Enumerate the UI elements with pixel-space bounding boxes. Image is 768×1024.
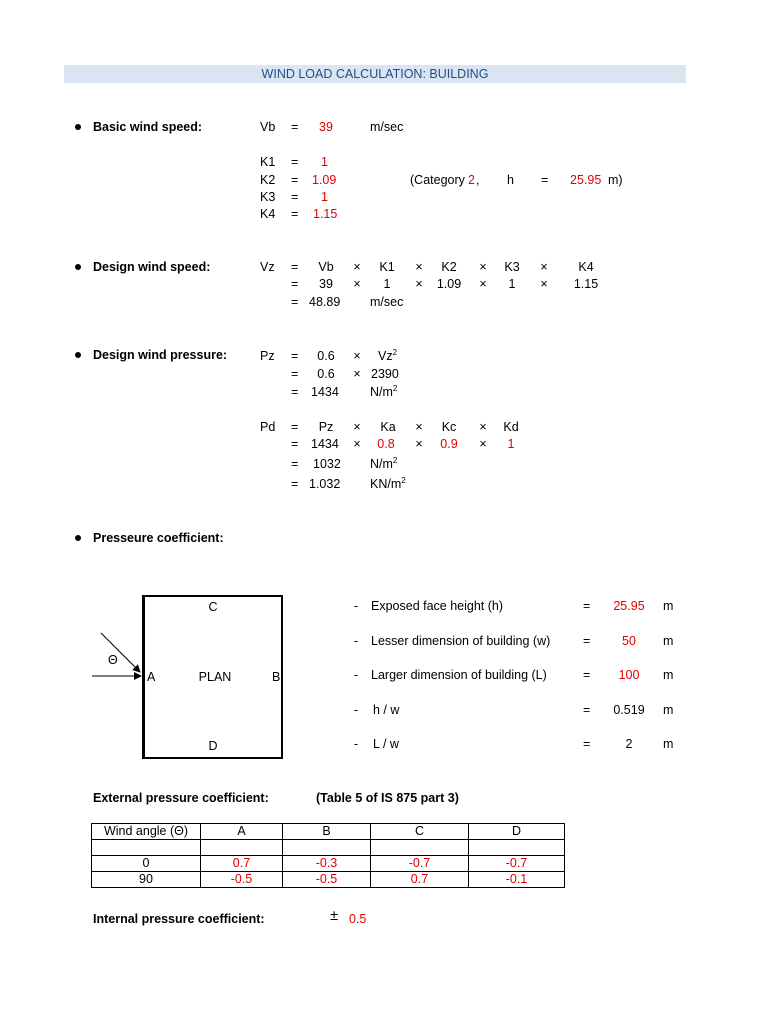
- dimension-label: Exposed face height (h): [371, 599, 504, 613]
- empty-cell: [469, 840, 565, 856]
- pressure-coefficient-label: Presseure coefficient:: [93, 531, 224, 545]
- dimension-unit: m: [663, 703, 674, 717]
- ka-value: 0.8: [377, 437, 395, 451]
- times-sign: ×: [415, 277, 423, 291]
- equals-sign: =: [291, 277, 299, 291]
- times-sign: ×: [540, 277, 548, 291]
- empty-cell: [92, 840, 201, 856]
- times-sign: ×: [353, 420, 361, 434]
- vz-unit: m/sec: [370, 295, 404, 309]
- dimension-label: L / w: [373, 737, 399, 751]
- coefficient-cell: -0.3: [283, 856, 371, 872]
- k2-symbol: K2: [260, 173, 276, 187]
- k4-value: 1.15: [313, 207, 338, 221]
- equals-sign: =: [291, 120, 299, 134]
- wind-angle-cell: 0: [92, 856, 201, 872]
- plan-label: PLAN: [198, 670, 232, 684]
- dimension-value: 50: [622, 634, 636, 648]
- coefficient-cell: -0.5: [283, 872, 371, 888]
- formula-term: K2: [441, 260, 457, 274]
- h-value: 25.95: [570, 173, 602, 187]
- pz-symbol: Pz: [260, 349, 275, 363]
- header-cell: Wind angle (Θ): [92, 824, 201, 840]
- vb-value: 39: [319, 120, 333, 134]
- category-prefix: (Category: [410, 173, 465, 187]
- coefficient-cell: -0.5: [201, 872, 283, 888]
- equals-sign: =: [291, 420, 299, 434]
- pd-symbol: Pd: [260, 420, 276, 434]
- table-header-row: [92, 824, 565, 840]
- equals-sign: =: [291, 295, 299, 309]
- dimension-value: 0.519: [613, 703, 645, 717]
- equals-sign: =: [583, 668, 591, 682]
- vz-squared-value: 2390: [371, 367, 399, 381]
- equals-sign: =: [583, 703, 591, 717]
- k4-symbol: K4: [260, 207, 276, 221]
- table-reference: (Table 5 of IS 875 part 3): [316, 791, 459, 805]
- formula-term: K3: [504, 260, 520, 274]
- face-c-label: C: [208, 600, 218, 614]
- equals-sign: =: [291, 477, 299, 491]
- wind-arrow-angled: [101, 633, 140, 672]
- formula-value: 39: [319, 277, 333, 291]
- design-wind-speed-label: Design wind speed:: [93, 260, 211, 274]
- formula-term: Kc: [441, 420, 457, 434]
- pd-kn-unit-base: KN/m: [370, 477, 402, 491]
- table-row: [92, 840, 565, 856]
- empty-cell: [283, 840, 371, 856]
- equals-sign: =: [291, 155, 299, 169]
- times-sign: ×: [415, 437, 423, 451]
- category-value: 2: [468, 173, 475, 187]
- pz-unit-exp: 2: [392, 384, 398, 393]
- formula-value: 1: [383, 277, 391, 291]
- pd-kn-unit-exp: 2: [401, 476, 406, 485]
- pd-unit-exp: 2: [392, 456, 398, 465]
- pd-kn-value: 1.032: [309, 477, 341, 491]
- table-row: [92, 856, 565, 872]
- dimension-dash: -: [354, 703, 359, 717]
- dimension-value: 25.95: [613, 599, 645, 613]
- pd-value: 1032: [313, 457, 341, 471]
- equals-sign: =: [291, 457, 299, 471]
- header-cell: A: [201, 824, 283, 840]
- coefficient-cell: -0.7: [371, 856, 469, 872]
- face-b-label: B: [272, 670, 281, 684]
- coefficient-cell: 0.7: [201, 856, 283, 872]
- dimension-unit: m: [663, 668, 674, 682]
- equals-sign: =: [291, 437, 299, 451]
- header-cell: C: [371, 824, 469, 840]
- dimension-label: h / w: [373, 703, 400, 717]
- header-cell: D: [469, 824, 565, 840]
- times-sign: ×: [353, 260, 361, 274]
- equals-sign: =: [583, 599, 591, 613]
- h-unit: m): [608, 173, 623, 187]
- equals-sign: =: [291, 385, 299, 399]
- k2-value: 1.09: [312, 173, 337, 187]
- vz-squared-base: Vz: [378, 349, 393, 363]
- face-a-label: A: [147, 670, 156, 684]
- kc-value: 0.9: [440, 437, 458, 451]
- vz-symbol: Vz: [260, 260, 275, 274]
- formula-term: Kd: [503, 420, 519, 434]
- coefficient-cell: -0.7: [469, 856, 565, 872]
- equals-sign: =: [291, 190, 299, 204]
- header-cell: B: [283, 824, 371, 840]
- vb-symbol: Vb: [260, 120, 276, 134]
- k3-value: 1: [321, 190, 328, 204]
- dimension-label: Lesser dimension of building (w): [371, 634, 551, 648]
- table-row: [92, 872, 565, 888]
- empty-cell: [371, 840, 469, 856]
- h-symbol: h: [507, 173, 514, 187]
- dimension-unit: m: [663, 737, 674, 751]
- formula-value: 1.15: [573, 277, 599, 291]
- formula-term: Vb: [318, 260, 334, 274]
- vz-result: 48.89: [309, 295, 341, 309]
- coefficient-cell: -0.1: [469, 872, 565, 888]
- times-sign: ×: [415, 260, 423, 274]
- equals-sign: =: [583, 634, 591, 648]
- coefficient-value: 0.6: [317, 367, 335, 381]
- formula-term: Ka: [380, 420, 396, 434]
- coefficient-value: 0.6: [317, 349, 335, 363]
- internal-coefficient-value: 0.5: [349, 912, 367, 926]
- external-coefficient-label: External pressure coefficient:: [93, 791, 269, 805]
- times-sign: ×: [353, 367, 361, 381]
- page-title: WIND LOAD CALCULATION: BUILDING: [64, 65, 686, 83]
- formula-term: Pz: [318, 420, 334, 434]
- basic-wind-speed-label: Basic wind speed:: [93, 120, 203, 134]
- kd-value: 1: [507, 437, 515, 451]
- dimension-dash: -: [354, 668, 359, 682]
- equals-sign: =: [291, 260, 299, 274]
- times-sign: ×: [479, 420, 487, 434]
- vb-unit: m/sec: [370, 120, 404, 134]
- equals-sign: =: [291, 173, 299, 187]
- times-sign: ×: [353, 277, 361, 291]
- k1-symbol: K1: [260, 155, 276, 169]
- k3-symbol: K3: [260, 190, 276, 204]
- dimension-value: 100: [618, 668, 640, 682]
- dimension-label: Larger dimension of building (L): [371, 668, 547, 682]
- k1-value: 1: [321, 155, 328, 169]
- equals-sign: =: [291, 367, 299, 381]
- dimension-value: 2: [625, 737, 633, 751]
- equals-sign: =: [291, 207, 299, 221]
- times-sign: ×: [415, 420, 423, 434]
- theta-label: Θ: [108, 653, 118, 667]
- equals-sign: =: [541, 173, 549, 187]
- formula-term: K4: [578, 260, 594, 274]
- dimension-dash: -: [354, 634, 359, 648]
- times-sign: ×: [540, 260, 548, 274]
- equals-sign: =: [583, 737, 591, 751]
- dimension-unit: m: [663, 599, 674, 613]
- formula-value: 1.09: [436, 277, 462, 291]
- category-comma: ,: [476, 173, 480, 187]
- times-sign: ×: [353, 349, 361, 363]
- vz-squared-exp: 2: [392, 348, 398, 357]
- external-coefficient-table: [91, 823, 565, 888]
- design-wind-pressure-label: Design wind pressure:: [93, 348, 228, 362]
- plus-minus-sign: ±: [330, 907, 339, 924]
- times-sign: ×: [479, 437, 487, 451]
- equals-sign: =: [291, 349, 299, 363]
- pd-unit-base: N/m: [370, 457, 393, 471]
- dimension-dash: -: [354, 737, 359, 751]
- formula-term: K1: [379, 260, 395, 274]
- empty-cell: [201, 840, 283, 856]
- face-d-label: D: [208, 739, 218, 753]
- wind-angle-cell: 90: [92, 872, 201, 888]
- dimension-unit: m: [663, 634, 674, 648]
- times-sign: ×: [479, 277, 487, 291]
- dimension-dash: -: [354, 599, 359, 613]
- pz-value: 1434: [311, 437, 339, 451]
- times-sign: ×: [479, 260, 487, 274]
- coefficient-cell: 0.7: [371, 872, 469, 888]
- times-sign: ×: [353, 437, 361, 451]
- pz-unit-base: N/m: [370, 385, 393, 399]
- pz-value: 1434: [311, 385, 339, 399]
- internal-coefficient-label: Internal pressure coefficient:: [93, 912, 265, 926]
- formula-value: 1: [508, 277, 516, 291]
